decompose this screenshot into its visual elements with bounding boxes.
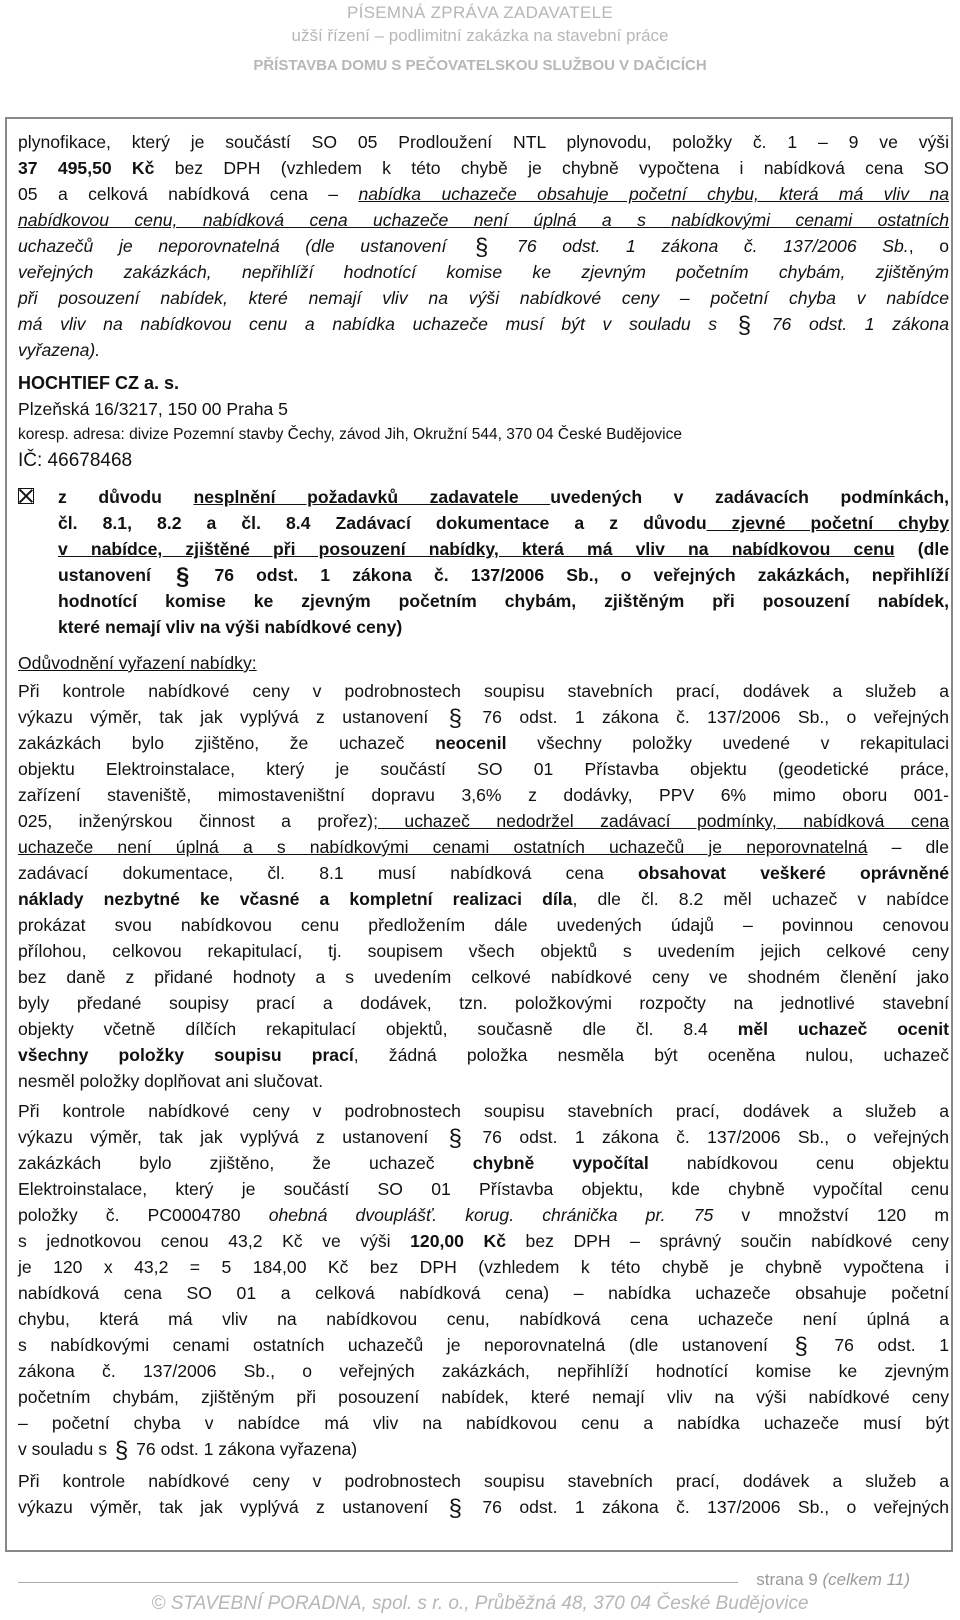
text-line: 025, inženýrskou činnost a prořez); uchazeč nedodržel zadávací podmínky, nabídková cena bbox=[18, 811, 950, 831]
text-line: je 120 x 43,2 = 5 184,00 Kč bez DPH (vzhledem k této chybě je chybně vypočtena i bbox=[18, 1257, 949, 1277]
reason-line: v nabídce, zjištěné při posouzení nabídky, která má vliv na nabídkovou cenu (dle bbox=[58, 539, 949, 559]
text-line: s jednotkovou cenou 43,2 Kč ve výši 120,00 Kč bez DPH – správný součin nabídkové ceny bbox=[18, 1231, 949, 1251]
text-line: 37 495,50 Kč bez DPH (vzhledem k této chybě je chybně vypočtena i nabídková cena SO bbox=[18, 158, 949, 178]
company-correspondence-address: koresp. adresa: divize Pozemní stavby Čechy, závod Jih, Okružní 544, 370 04 České Budějovice bbox=[18, 426, 682, 443]
text-line: nesměl položky doplňovat ani slučovat. bbox=[18, 1071, 324, 1091]
text-line: chybu, která má vliv na nabídkovou cenu, nabídková cena uchazeče není úplná a bbox=[18, 1309, 949, 1329]
footer-divider bbox=[18, 1582, 738, 1583]
text-line: výkazu výměr, tak jak vyplývá z ustanovení § 76 odst. 1 zákona č. 137/2006 Sb., o veřejných bbox=[18, 1495, 950, 1522]
text-line: s nabídkovými cenami ostatních uchazečů je neporovnatelná (dle ustanovení § 76 odst. 1 bbox=[18, 1333, 949, 1360]
company-name: HOCHTIEF CZ a. s. bbox=[18, 373, 180, 393]
text-line: bez daně z přidané hodnoty a s uvedením celkové nabídkové ceny ve shodném členění jako bbox=[18, 967, 949, 987]
text-line: vyřazena). bbox=[18, 340, 101, 360]
text-line: objekty včetně dílčích rekapitulací objektů, současně dle čl. 8.4 měl uchazeč ocenit bbox=[18, 1019, 949, 1039]
checked-checkbox-icon bbox=[18, 488, 34, 504]
text-line: 05 a celková nabídková cena – nabídka uchazeče obsahuje početní chybu, která má vliv na bbox=[18, 184, 949, 204]
reason-line: ustanovení § 76 odst. 1 zákona č. 137/2006 Sb., o veřejných zakázkách, nepřihlíží bbox=[58, 563, 950, 590]
text-line: Při kontrole nabídkové ceny v podrobnostech soupisu stavebních prací, dodávek a služeb a bbox=[18, 1101, 949, 1121]
text-line: zakázkách bylo zjištěno, že uchazeč chybně vypočítal nabídkovou cenu objektu bbox=[18, 1153, 949, 1173]
text-line: přílohou, celkovou rekapitulací, tj. soupisem všech objektů s uvedením jejich celkové ceny bbox=[18, 941, 949, 961]
justification-title: Odůvodnění vyřazení nabídky: bbox=[18, 653, 257, 673]
header-subtitle: užší řízení – podlimitní zakázka na stavební práce bbox=[291, 26, 669, 45]
text-line: početním chybám, zjištěným při posouzení nabídek, které nemají vliv na výši nabídkové ceny bbox=[18, 1387, 949, 1407]
text-line: náklady nezbytné ke včasné a kompletní realizaci díla, dle čl. 8.2 měl uchazeč v nabídce bbox=[18, 889, 949, 909]
text-line: Při kontrole nabídkové ceny v podrobnostech soupisu stavebních prací, dodávek a služeb a bbox=[18, 1471, 949, 1491]
text-line: – početní chyba v nabídce má vliv na nabídkovou cenu a nabídka uchazeče musí být bbox=[18, 1413, 949, 1433]
text-line: uchazečů je neporovnatelná (dle ustanovení § 76 odst. 1 zákona č. 137/2006 Sb., o bbox=[18, 234, 950, 261]
page-number: strana 9 (celkem 11) bbox=[756, 1570, 910, 1589]
header-title: PÍSEMNÁ ZPRÁVA ZADAVATELE bbox=[346, 3, 614, 22]
text-line: všechny položky soupisu prací, žádná položka nesměla být oceněna nulou, uchazeč bbox=[18, 1045, 949, 1065]
text-line: byly předané soupisy prací a dodávek, tzn. položkovými rozpočty na jednotlivé stavební bbox=[18, 993, 949, 1013]
company-ic: IČ: 46678468 bbox=[18, 450, 133, 471]
footer-copyright: © STAVEBNÍ PORADNA, spol. s r. o., Průběžná 48, 370 04 České Budějovice bbox=[151, 1593, 809, 1614]
text-line: Elektroinstalace, který je součástí SO 01 Přístavba objektu, kde chybně vypočítal cenu bbox=[18, 1179, 949, 1199]
text-line: prokázat svou nabídkovou cenu předložením dále uvedených údajů – povinnou cenovou bbox=[18, 915, 949, 935]
text-line: má vliv na nabídkovou cenu a nabídka uchazeče musí být v souladu s § 76 odst. 1 zákona bbox=[18, 312, 949, 339]
text-line: položky č. PC0004780 ohebná dvouplášť. korug. chránička pr. 75 v množství 120 m bbox=[18, 1205, 950, 1225]
text-line: zakázkách bylo zjištěno, že uchazeč neocenil všechny položky uvedené v rekapitulaci bbox=[18, 733, 949, 753]
text-line: zařízení staveniště, mimostaveništní dopravu 3,6% z dodávky, PPV 6% mimo oboru 001- bbox=[18, 785, 949, 805]
text-line: zadávací dokumentace, čl. 8.1 musí nabídková cena obsahovat veškeré oprávněné bbox=[18, 863, 949, 883]
reason-line: z důvodu nesplnění požadavků zadavatele uvedených v zadávacích podmínkách, bbox=[58, 487, 949, 507]
reason-line: čl. 8.1, 8.2 a čl. 8.4 Zadávací dokumentace a z důvodu zjevné početní chyby bbox=[58, 513, 950, 533]
text-line: zákona č. 137/2006 Sb., o veřejných zakázkách, nepřihlíží hodnotící komise ke zjevným bbox=[18, 1361, 949, 1381]
text-line: Při kontrole nabídkové ceny v podrobnostech soupisu stavebních prací, dodávek a služeb a bbox=[18, 681, 949, 701]
text-line: při posouzení nabídek, které nemají vliv na výši nabídkové ceny – početní chyba v nabídce bbox=[18, 288, 949, 308]
text-line: výkazu výměr, tak jak vyplývá z ustanovení § 76 odst. 1 zákona č. 137/2006 Sb., o veřejných bbox=[18, 705, 950, 732]
reason-line: hodnotící komise ke zjevným početním chybám, zjištěným při posouzení nabídek, bbox=[58, 591, 949, 611]
text-line: v souladu s § 76 odst. 1 zákona vyřazena) bbox=[18, 1437, 358, 1464]
text-line: nabídkovou cenu, nabídková cena uchazeče není úplná a s nabídkovými cenami ostatních bbox=[18, 210, 949, 230]
text-line: veřejných zakázkách, nepřihlíží hodnotící komise ke zjevným početním chybám, zjištěným bbox=[18, 262, 949, 282]
header-project: PŘÍSTAVBA DOMU S PEČOVATELSKOU SLUŽBOU V DAČICÍCH bbox=[253, 57, 707, 74]
company-address: Plzeňská 16/3217, 150 00 Praha 5 bbox=[18, 399, 288, 419]
reason-line: které nemají vliv na výši nabídkové ceny) bbox=[58, 617, 403, 637]
text-line: výkazu výměr, tak jak vyplývá z ustanovení § 76 odst. 1 zákona č. 137/2006 Sb., o veřejných bbox=[18, 1125, 950, 1152]
text-line: plynofikace, který je součástí SO 05 Prodloužení NTL plynovodu, položky č. 1 – 9 ve výši bbox=[18, 132, 949, 152]
text-line: nabídková cena SO 01 a celková nabídková cena) – nabídka uchazeče obsahuje početní bbox=[18, 1283, 949, 1303]
text-line: uchazeče není úplná a s nabídkovými cenami ostatních uchazečů je neporovnatelná – dle bbox=[18, 837, 949, 857]
text-line: objektu Elektroinstalace, který je součástí SO 01 Přístavba objektu (geodetické práce, bbox=[18, 759, 949, 779]
